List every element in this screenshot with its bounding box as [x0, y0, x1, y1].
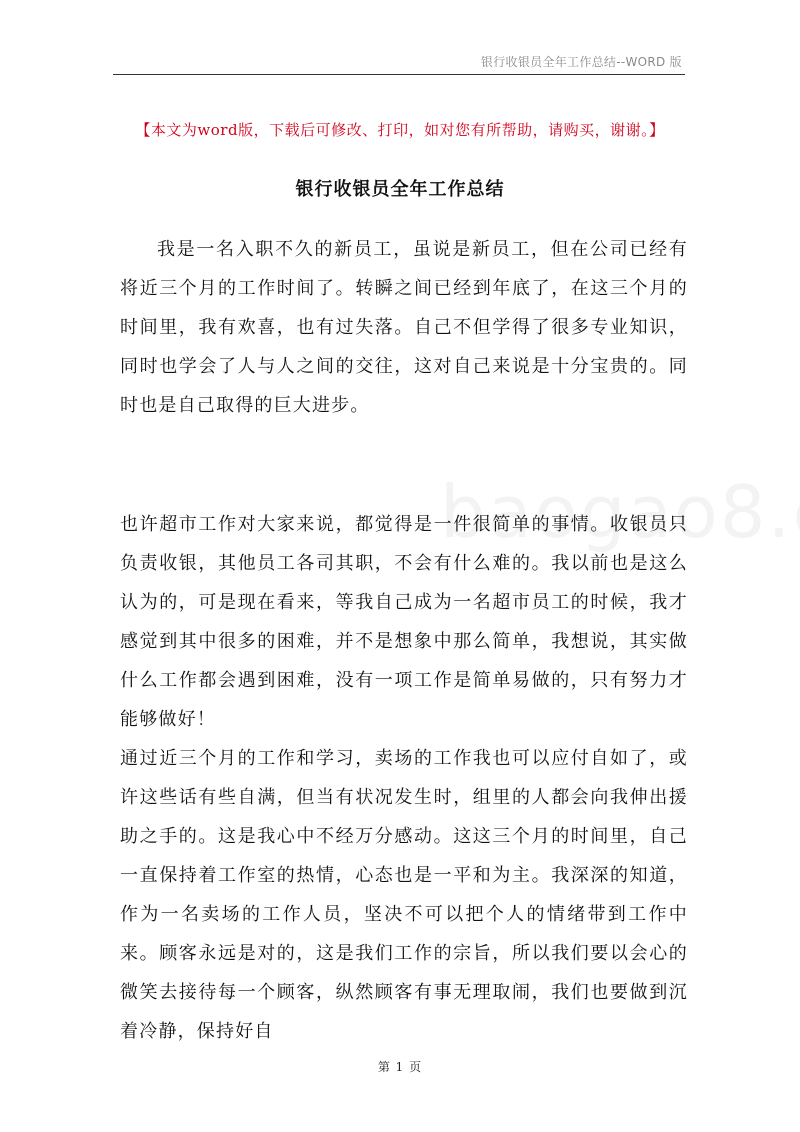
- page-number: 第 1 页: [377, 1060, 423, 1074]
- paragraph-2: 也许超市工作对大家来说，都觉得是一件很简单的事情。收银员只负责收银，其他员工各司其职，不会有什么难的。我以前也是这么认为的，可是现在看来，等我自己成为一名超市员工的时候，我才感觉到其中很多的困难，并不是想象中那么简单，我想说，其实做什么工作都会遇到困难，没有一项工作是简单易做的，只有努力才能够做好！: [120, 514, 688, 730]
- paragraph-3: 通过近三个月的工作和学习，卖场的工作我也可以应付自如了，或许这些话有些自满，但当有状况发生时，组里的人都会向我伸出援助之手的。这是我心中不经万分感动。这这三个月的时间里，自己一直保持着工作室的热情，心态也是一平和为主。我深深的知道，作为一名卖场的工作人员，坚决不可以把个人的情绪带到工作中来。顾客永远是对的，这是我们工作的宗旨，所以我们要以会心的微笑去接待每一个顾客，纵然顾客有事无理取闹，我们也要做到沉着冷静，保持好自: [120, 748, 688, 1042]
- purchase-notice: 【本文为word版，下载后可修改、打印，如对您有所帮助，请购买，谢谢。】: [135, 121, 665, 139]
- running-header: 银行收银员全年工作总结--WORD 版: [480, 55, 682, 69]
- header-divider: [113, 74, 685, 75]
- paragraph-1: 我是一名入职不久的新员工，虽说是新员工，但在公司已经有将近三个月的工作时间了。转瞬之间已经到年底了，在这三个月的时间里，我有欢喜，也有过失落。自己不但学得了很多专业知识，同时也学会了人与人之间的交往，这对自己来说是十分宝贵的。同时也是自己取得的巨大进步。: [120, 239, 688, 416]
- document-title: 银行收银员全年工作总结: [295, 179, 505, 200]
